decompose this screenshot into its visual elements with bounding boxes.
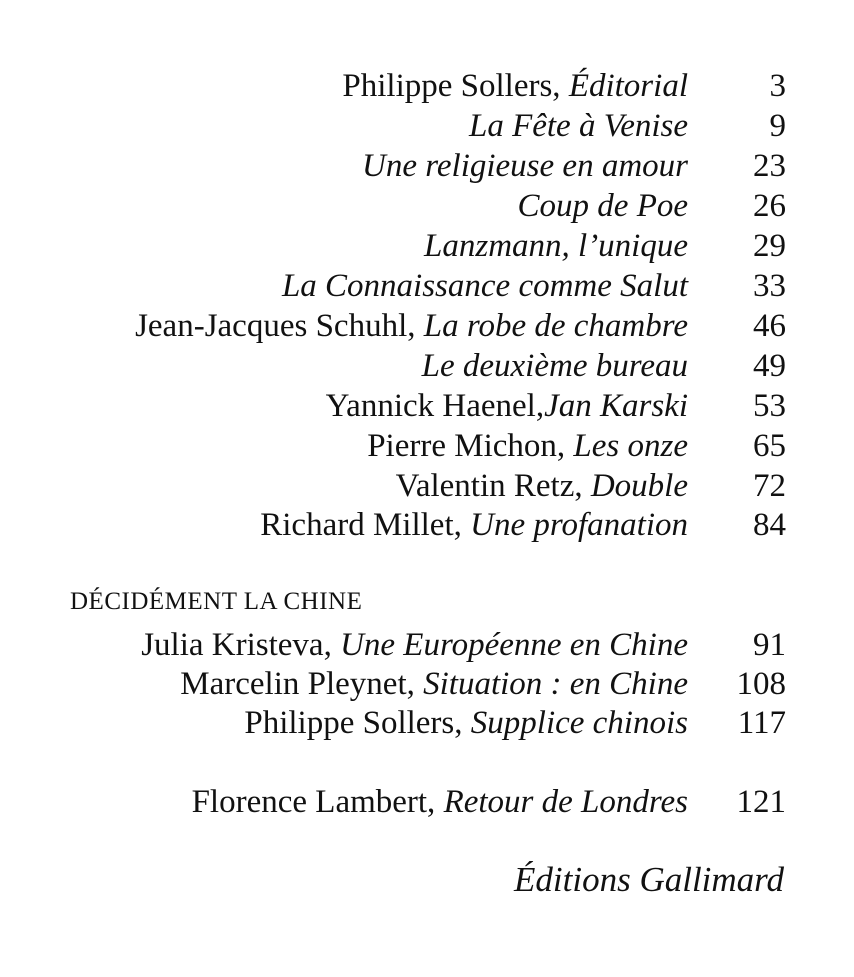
toc-author: Valentin Retz,: [395, 468, 591, 504]
toc-entry: [0, 266, 854, 306]
toc-entry: [0, 505, 854, 545]
toc-title: Une Européenne en Chine: [340, 627, 688, 663]
toc-title: La Fête à Venise: [468, 108, 688, 144]
toc-entry: [0, 306, 854, 346]
toc-title: Lanzmann, l’unique: [424, 228, 688, 264]
toc-entry-text: [180, 664, 688, 704]
toc-entry: [0, 782, 854, 822]
toc-entry: [0, 625, 854, 665]
toc-title: Jan Karski: [544, 388, 688, 424]
toc-author: Philippe Sollers,: [342, 68, 569, 104]
toc-entry: [0, 664, 854, 704]
toc-page-number: 108: [736, 666, 786, 702]
toc-entry-text: [362, 146, 688, 186]
toc-entry-text: [469, 106, 688, 146]
toc-entry: [0, 226, 854, 266]
toc-title: Supplice chinois: [470, 705, 688, 741]
toc-author: Yannick Haenel,: [325, 388, 545, 424]
toc-title: Éditorial: [568, 68, 688, 104]
toc-entry-text: [192, 782, 688, 822]
toc-title: La Connaissance comme Salut: [281, 268, 688, 304]
toc-title: Une religieuse en amour: [362, 148, 688, 184]
toc-entry-text: [282, 266, 688, 306]
toc-page-number: 23: [753, 148, 786, 184]
toc-entry: [0, 186, 854, 226]
toc-entry-text: [260, 505, 688, 545]
toc-page-number: 117: [737, 705, 786, 741]
toc-entry-text: [141, 625, 688, 665]
toc-page-number: 46: [753, 308, 786, 344]
toc-page-number: 65: [753, 428, 786, 464]
toc-entry: [0, 66, 854, 106]
toc-page-number: 72: [753, 468, 786, 504]
toc-page-number: 91: [753, 627, 786, 663]
toc-entry: [0, 426, 854, 466]
toc-author: Philippe Sollers,: [244, 705, 471, 741]
toc-entry-text: [244, 703, 688, 743]
toc-author: Pierre Michon,: [367, 428, 574, 464]
toc-title: Les onze: [573, 428, 688, 464]
toc-author: Marcelin Pleynet,: [180, 666, 424, 702]
toc-author: Jean-Jacques Schuhl,: [135, 308, 424, 344]
toc-entry: [0, 106, 854, 146]
toc-entry: [0, 703, 854, 743]
toc-page-number: 121: [736, 784, 786, 820]
toc-title: Coup de Poe: [517, 188, 688, 224]
toc-page-number: 29: [753, 228, 786, 264]
toc-entry-text: [424, 226, 688, 266]
toc-author: Julia Kristeva,: [141, 627, 341, 663]
toc-entry-text: [135, 306, 688, 346]
toc-page-number: 9: [769, 108, 786, 144]
toc-entry-text: [342, 66, 688, 106]
toc-page-number: 3: [769, 68, 786, 104]
toc-title: Situation : en Chine: [423, 666, 688, 702]
toc-title: La robe de chambre: [423, 308, 688, 344]
toc-page-number: 49: [753, 348, 786, 384]
toc-page-number: 84: [753, 507, 786, 543]
publisher-name: Éditions Gallimard: [514, 860, 784, 899]
toc-author: Florence Lambert,: [191, 784, 444, 820]
toc-entry: [0, 386, 854, 426]
toc-page-number: 53: [753, 388, 786, 424]
toc-entry: [0, 146, 854, 186]
toc-entry-text: [367, 426, 688, 466]
toc-entry-text: [326, 386, 688, 426]
toc-entry: [0, 346, 854, 386]
toc-entry-text: [396, 466, 688, 506]
toc-author: Richard Millet,: [260, 507, 471, 543]
toc-title: Retour de Londres: [443, 784, 688, 820]
toc-entry-text: [518, 186, 688, 226]
toc-page-number: 33: [753, 268, 786, 304]
toc-page-number: 26: [753, 188, 786, 224]
section-heading: DÉCIDÉMENT LA CHINE: [70, 588, 363, 615]
toc-entry-text: [422, 346, 688, 386]
toc-entry: [0, 466, 854, 506]
toc-title: Double: [590, 468, 688, 504]
toc-title: Le deuxième bureau: [421, 348, 688, 384]
toc-title: Une profanation: [470, 507, 688, 543]
